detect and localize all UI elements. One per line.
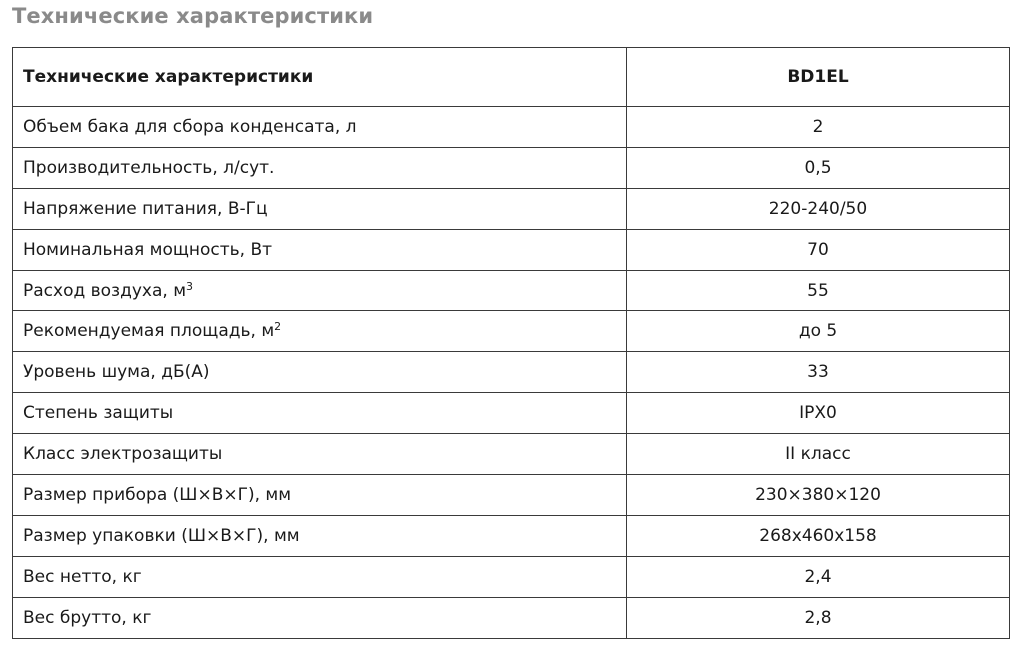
row-label-cell <box>13 515 627 556</box>
row-label-cell <box>13 352 627 393</box>
row-value-cell: 55 <box>627 270 1010 311</box>
row-label: Размер упаковки (Ш×В×Г), мм <box>23 525 300 546</box>
specifications-table <box>12 47 1010 639</box>
row-label: Степень защиты <box>23 403 174 424</box>
row-value-cell: 2,4 <box>627 556 1010 597</box>
table-row <box>13 270 1010 311</box>
table-row <box>13 107 1010 148</box>
row-label: Напряжение питания, В-Гц <box>23 198 268 219</box>
row-value-cell: 268x460x158 <box>627 515 1010 556</box>
row-label-cell <box>13 270 627 311</box>
row-label: Объем бака для сбора конденсата, л <box>23 116 357 137</box>
row-label: Вес нетто, кг <box>23 566 142 587</box>
table-row <box>13 556 1010 597</box>
row-label: Производительность, л/сут. <box>23 157 275 178</box>
row-value-cell: 33 <box>627 352 1010 393</box>
table-row <box>13 311 1010 352</box>
row-label: Класс электрозащиты <box>23 444 223 465</box>
row-label: Рекомендуемая площадь, м <box>23 321 275 342</box>
row-label-cell <box>13 107 627 148</box>
row-value-cell: 2,8 <box>627 597 1010 638</box>
table-row <box>13 597 1010 638</box>
table-row <box>13 475 1010 516</box>
row-label-cell <box>13 147 627 188</box>
row-label-cell <box>13 229 627 270</box>
row-label: Размер прибора (Ш×В×Г), мм <box>23 484 292 505</box>
table-row <box>13 188 1010 229</box>
row-label-cell <box>13 188 627 229</box>
page-heading: Технические характеристики <box>12 4 374 28</box>
header-parameter-cell: Технические характеристики <box>13 48 627 107</box>
row-label-superscript: 3 <box>186 279 194 293</box>
row-label-cell <box>13 556 627 597</box>
table-row <box>13 229 1010 270</box>
table-row <box>13 434 1010 475</box>
row-label-cell <box>13 393 627 434</box>
table-row <box>13 393 1010 434</box>
header-model-cell: BD1EL <box>627 48 1010 107</box>
row-label-cell <box>13 475 627 516</box>
row-value-cell: 70 <box>627 229 1010 270</box>
row-label-superscript: 2 <box>274 320 282 334</box>
row-label-cell <box>13 434 627 475</box>
row-label: Уровень шума, дБ(А) <box>23 362 210 383</box>
row-label-cell <box>13 311 627 352</box>
row-value-cell: до 5 <box>627 311 1010 352</box>
table-row <box>13 352 1010 393</box>
row-label: Расход воздуха, м <box>23 280 187 301</box>
row-value-cell: II класс <box>627 434 1010 475</box>
row-value-cell: 220-240/50 <box>627 188 1010 229</box>
row-value-cell: 0,5 <box>627 147 1010 188</box>
row-label: Номинальная мощность, Вт <box>23 239 273 260</box>
row-label-cell <box>13 597 627 638</box>
row-value-cell: 2 <box>627 107 1010 148</box>
table-row <box>13 515 1010 556</box>
row-label: Вес брутто, кг <box>23 607 152 628</box>
table-header-row <box>13 48 1010 107</box>
row-value-cell: IPX0 <box>627 393 1010 434</box>
row-value-cell: 230×380×120 <box>627 475 1010 516</box>
table-row <box>13 147 1010 188</box>
